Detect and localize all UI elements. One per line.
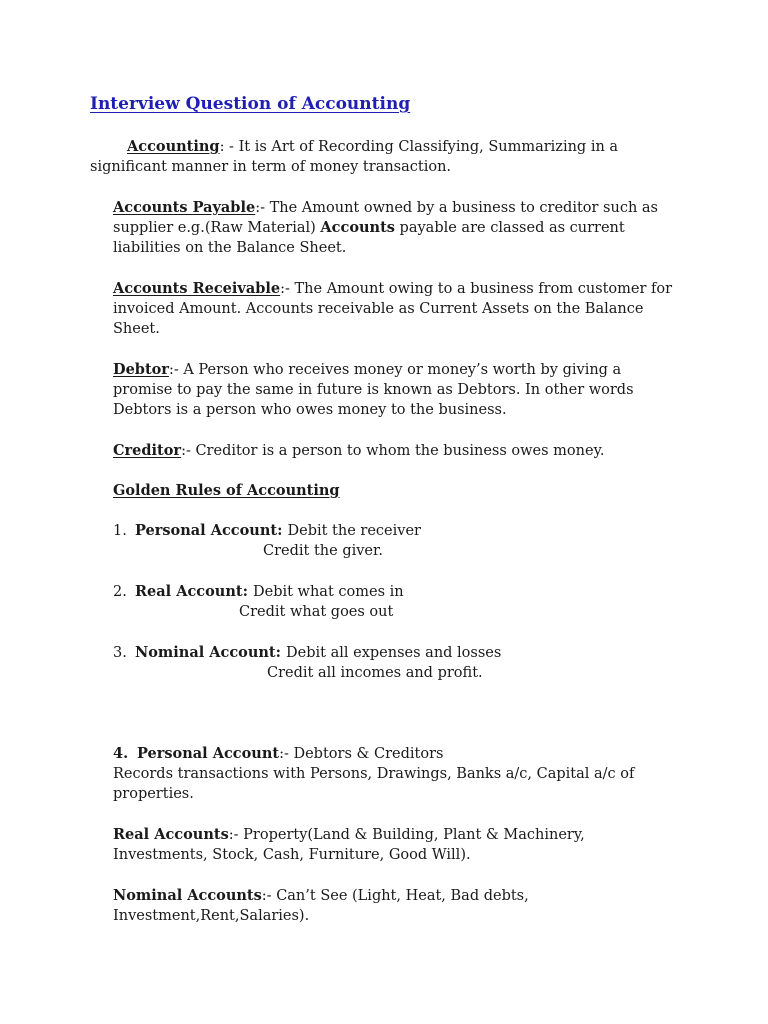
rule-debit: Debit all expenses and losses [286,645,502,661]
payable-text-2c: payable are classed as current [394,220,625,236]
rule-name: Real Account [135,583,243,600]
type-name: Personal Account [137,745,280,762]
nominal-account-type [113,886,529,926]
type-text-1: :- Property(Land & Building, Plant & Machinery, [228,827,585,843]
debtor-text-1: :- A Person who receives money or money’s worth by giving a [168,362,622,378]
rule-debit: Debit the receiver [287,523,421,539]
real-account-type [113,825,585,865]
rule-credit: Credit what goes out [239,604,394,620]
debtor-text-3: Debtors is a person who owes money to the business. [113,402,507,418]
receivable-text-3: Sheet. [113,321,160,337]
type-name: Real Accounts [113,826,229,843]
accounting-definition [90,137,618,177]
payable-text-1: :- The Amount owned by a business to creditor such as [255,200,658,216]
rule-debit: Debit what comes in [253,584,404,600]
rule-name: Personal Account [135,522,278,539]
type-text-3: properties. [113,786,194,802]
type-text-2: Investment,Rent,Salaries). [113,908,310,924]
rule-credit: Credit all incomes and profit. [267,665,483,681]
rule-number: 1. [113,523,127,539]
type-number: 4. [113,745,129,762]
document-title: Interview Question of Accounting [90,94,411,114]
personal-account-type [113,744,634,804]
accounting-term: Accounting [127,138,220,155]
golden-rule-3 [113,643,501,683]
rule-separator: : [242,583,253,600]
creditor-text-1: :- Creditor is a person to whom the business owes money. [181,443,605,459]
receivable-term: Accounts Receivable [113,280,281,297]
receivable-definition [113,279,672,339]
payable-text-2b: Accounts [320,219,395,236]
type-text-2: Records transactions with Persons, Drawings, Banks a/c, Capital a/c of [113,766,635,782]
rule-credit: Credit the giver. [263,543,383,559]
accounting-text-1: : - It is Art of Recording Classifying, Summarizing in a [219,139,619,155]
type-name: Nominal Accounts [113,887,262,904]
creditor-term: Creditor [113,442,182,459]
receivable-text-1: :- The Amount owing to a business from customer for [280,281,673,297]
golden-rule-1 [113,521,421,561]
rule-separator: : [275,644,287,661]
creditor-definition [113,441,604,461]
rule-separator: : [277,522,288,539]
debtor-definition [113,360,634,420]
rule-name: Nominal Account [135,644,276,661]
debtor-text-2: promise to pay the same in future is known as Debtors. In other words [113,382,634,398]
payable-term: Accounts Payable [113,199,256,216]
type-text-1: :- Can’t See (Light, Heat, Bad debts, [261,888,529,904]
accounting-text-2: significant manner in term of money transaction. [90,159,452,175]
rule-number: 2. [113,584,127,600]
type-text-2: Investments, Stock, Cash, Furniture, Good Will). [113,847,471,863]
receivable-text-2: invoiced Amount. Accounts receivable as Current Assets on the Balance [113,301,644,317]
type-text-1: :- Debtors & Creditors [279,746,444,762]
golden-rules-heading: Golden Rules of Accounting [113,482,340,499]
golden-rule-2 [113,582,404,622]
payable-text-2a: supplier e.g.(Raw Material) [113,220,321,236]
payable-text-3: liabilities on the Balance Sheet. [113,240,347,256]
payable-definition [113,198,658,258]
debtor-term: Debtor [113,361,169,378]
rule-number: 3. [113,645,127,661]
